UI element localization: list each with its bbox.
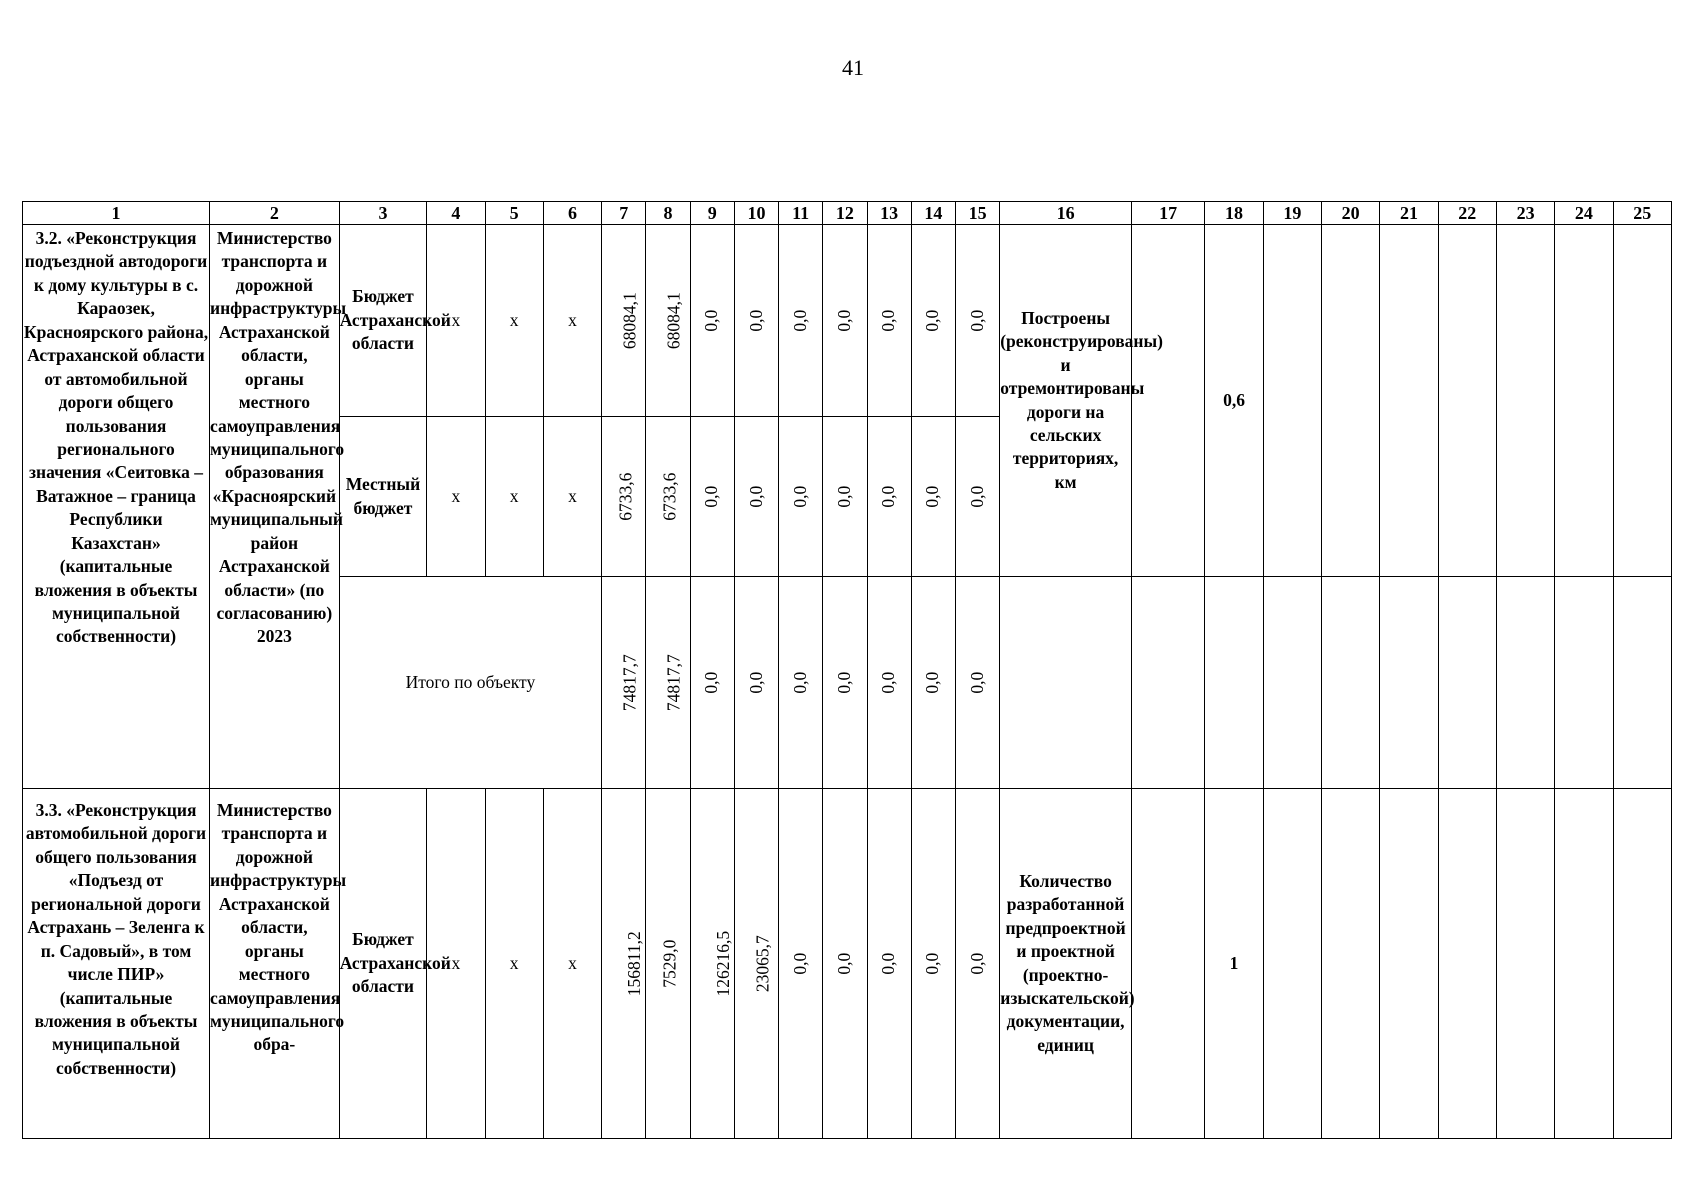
funding-source: Бюджет Астраханской области bbox=[339, 789, 426, 1139]
value: 0,0 bbox=[745, 309, 766, 332]
value: 7529,0 bbox=[659, 939, 680, 988]
value: 0,0 bbox=[701, 309, 722, 332]
cell bbox=[1613, 789, 1671, 1139]
column-number: 18 bbox=[1205, 202, 1263, 225]
column-number: 25 bbox=[1613, 202, 1671, 225]
value-cell bbox=[690, 225, 734, 417]
column-number: 10 bbox=[734, 202, 778, 225]
value: 0,0 bbox=[922, 671, 943, 694]
value-cell bbox=[734, 789, 778, 1139]
column-number: 24 bbox=[1555, 202, 1613, 225]
value: 6733,6 bbox=[659, 472, 680, 521]
value-cell bbox=[646, 577, 690, 789]
value: 0,0 bbox=[789, 952, 810, 975]
value-cell bbox=[956, 789, 1000, 1139]
value: 0,0 bbox=[789, 671, 810, 694]
value: 0,0 bbox=[922, 309, 943, 332]
value: 6733,6 bbox=[615, 472, 636, 521]
cell bbox=[1613, 577, 1671, 789]
value: 0,0 bbox=[745, 671, 766, 694]
value: 0,0 bbox=[745, 485, 766, 508]
column-number: 17 bbox=[1131, 202, 1204, 225]
cell: x bbox=[543, 789, 601, 1139]
value: 0,0 bbox=[922, 952, 943, 975]
column-number: 21 bbox=[1380, 202, 1438, 225]
value-cell bbox=[956, 225, 1000, 417]
column-number: 13 bbox=[867, 202, 911, 225]
column-number: 8 bbox=[646, 202, 690, 225]
total-label: Итого по объекту bbox=[339, 577, 601, 789]
value: 0,0 bbox=[834, 309, 855, 332]
value-cell bbox=[867, 577, 911, 789]
value-cell bbox=[956, 417, 1000, 577]
funding-source: Местный бюджет bbox=[339, 417, 426, 577]
cell bbox=[1205, 577, 1263, 789]
value: 156811,2 bbox=[623, 931, 644, 996]
value-cell bbox=[779, 789, 823, 1139]
value: 68084,1 bbox=[664, 292, 685, 349]
value-cell bbox=[823, 225, 867, 417]
column-number: 6 bbox=[543, 202, 601, 225]
value-cell bbox=[602, 577, 646, 789]
cell bbox=[1380, 789, 1438, 1139]
value-cell bbox=[646, 789, 690, 1139]
value: 74817,7 bbox=[619, 654, 640, 711]
column-number-row bbox=[23, 202, 1672, 225]
value-cell bbox=[779, 577, 823, 789]
value-cell bbox=[911, 789, 955, 1139]
value-cell bbox=[602, 225, 646, 417]
value-cell bbox=[911, 417, 955, 577]
value: 0,0 bbox=[966, 309, 987, 332]
object-name: 3.2. «Реконструкция подъездной автодороги к дому культуры в с. Караозек, Красноярского района, Астраханской области от автомобильной дороги общего пользования регионального значения «Сеитовка – Ватажное – граница Республики Казахстан» (капитальные вложения в объекты муниципальной собственности) bbox=[23, 225, 210, 789]
page-number: 41 bbox=[842, 55, 864, 80]
cell bbox=[1555, 789, 1613, 1139]
cell bbox=[1496, 789, 1554, 1139]
value: 0,0 bbox=[834, 671, 855, 694]
value: 0,0 bbox=[701, 671, 722, 694]
cell bbox=[1131, 789, 1204, 1139]
value-cell bbox=[867, 789, 911, 1139]
value-cell bbox=[823, 789, 867, 1139]
value-cell bbox=[690, 789, 734, 1139]
value-cell bbox=[690, 577, 734, 789]
value-cell bbox=[602, 417, 646, 577]
value: 0,0 bbox=[878, 309, 899, 332]
cell bbox=[1496, 577, 1554, 789]
value: 23065,7 bbox=[752, 935, 773, 992]
column-number: 12 bbox=[823, 202, 867, 225]
value: 0,0 bbox=[789, 485, 810, 508]
column-number: 3 bbox=[339, 202, 426, 225]
value-cell bbox=[602, 789, 646, 1139]
cell: x bbox=[543, 225, 601, 417]
indicator-value: 0,6 bbox=[1205, 225, 1263, 577]
value: 0,0 bbox=[966, 671, 987, 694]
indicator-value: 1 bbox=[1205, 789, 1263, 1139]
cell: x bbox=[427, 417, 485, 577]
value: 0,0 bbox=[878, 952, 899, 975]
value: 0,0 bbox=[834, 485, 855, 508]
budget-table bbox=[22, 201, 1672, 1139]
value-cell bbox=[911, 225, 955, 417]
value: 68084,1 bbox=[619, 292, 640, 349]
value-cell bbox=[867, 417, 911, 577]
value: 0,0 bbox=[878, 485, 899, 508]
indicator: Построены (реконструированы) и отремонтированы дороги на сельских территориях, км bbox=[1000, 225, 1132, 577]
column-number: 14 bbox=[911, 202, 955, 225]
cell bbox=[1321, 789, 1379, 1139]
cell: x bbox=[485, 417, 543, 577]
cell bbox=[1438, 789, 1496, 1139]
cell bbox=[1380, 225, 1438, 577]
value: 0,0 bbox=[922, 485, 943, 508]
cell bbox=[1438, 577, 1496, 789]
cell: x bbox=[543, 417, 601, 577]
column-number: 9 bbox=[690, 202, 734, 225]
column-number: 1 bbox=[23, 202, 210, 225]
value-cell bbox=[823, 577, 867, 789]
column-number: 11 bbox=[779, 202, 823, 225]
funding-source: Бюджет Астраханской области bbox=[339, 225, 426, 417]
value-cell bbox=[734, 225, 778, 417]
cell: x bbox=[485, 225, 543, 417]
value: 0,0 bbox=[789, 309, 810, 332]
cell bbox=[1438, 225, 1496, 577]
cell: x bbox=[427, 225, 485, 417]
column-number: 2 bbox=[210, 202, 340, 225]
executor: Министерство транспорта и дорожной инфраструктуры Астраханской области, органы местного самоуправления муниципального обра- bbox=[210, 789, 340, 1139]
cell bbox=[1263, 577, 1321, 789]
cell bbox=[1131, 225, 1204, 577]
value-cell bbox=[779, 225, 823, 417]
value-cell bbox=[867, 225, 911, 417]
value-cell bbox=[646, 225, 690, 417]
value: 74817,7 bbox=[664, 654, 685, 711]
value: 126216,5 bbox=[712, 930, 733, 997]
value: 0,0 bbox=[878, 671, 899, 694]
column-number: 19 bbox=[1263, 202, 1321, 225]
value: 0,0 bbox=[701, 485, 722, 508]
executor: Министерство транспорта и дорожной инфраструктуры Астраханской области, органы местного самоуправления муниципального образования «Красноярский муниципальный район Астраханской области» (по согласованию) 2023 bbox=[210, 225, 340, 789]
value: 0,0 bbox=[966, 952, 987, 975]
cell bbox=[1321, 577, 1379, 789]
value-cell bbox=[734, 577, 778, 789]
column-number: 20 bbox=[1321, 202, 1379, 225]
column-number: 5 bbox=[485, 202, 543, 225]
value-cell bbox=[911, 577, 955, 789]
column-number: 4 bbox=[427, 202, 485, 225]
cell bbox=[1000, 577, 1132, 789]
value-cell bbox=[646, 417, 690, 577]
value: 0,0 bbox=[966, 485, 987, 508]
column-number: 15 bbox=[956, 202, 1000, 225]
cell bbox=[1263, 225, 1321, 577]
indicator: Количество разработанной предпроектной и проектной (проектно-изыскательской) документации, единиц bbox=[1000, 789, 1132, 1139]
cell bbox=[1555, 577, 1613, 789]
cell bbox=[1131, 577, 1204, 789]
cell: x bbox=[485, 789, 543, 1139]
table-row bbox=[23, 225, 1672, 417]
cell bbox=[1496, 225, 1554, 577]
object-name: 3.3. «Реконструкция автомобильной дороги общего пользования «Подъезд от региональной дороги Астрахань – Зеленга к п. Садовый», в том числе ПИР» (капитальные вложения в объекты муниципальной собственности) bbox=[23, 789, 210, 1139]
cell bbox=[1555, 225, 1613, 577]
value: 0,0 bbox=[834, 952, 855, 975]
cell bbox=[1263, 789, 1321, 1139]
value-cell bbox=[779, 417, 823, 577]
cell bbox=[1321, 225, 1379, 577]
value-cell bbox=[956, 577, 1000, 789]
table-row bbox=[23, 789, 1672, 1139]
cell: x bbox=[427, 789, 485, 1139]
column-number: 16 bbox=[1000, 202, 1132, 225]
value-cell bbox=[734, 417, 778, 577]
cell bbox=[1380, 577, 1438, 789]
column-number: 7 bbox=[602, 202, 646, 225]
cell bbox=[1613, 225, 1671, 577]
column-number: 23 bbox=[1496, 202, 1554, 225]
column-number: 22 bbox=[1438, 202, 1496, 225]
value-cell bbox=[690, 417, 734, 577]
value-cell bbox=[823, 417, 867, 577]
